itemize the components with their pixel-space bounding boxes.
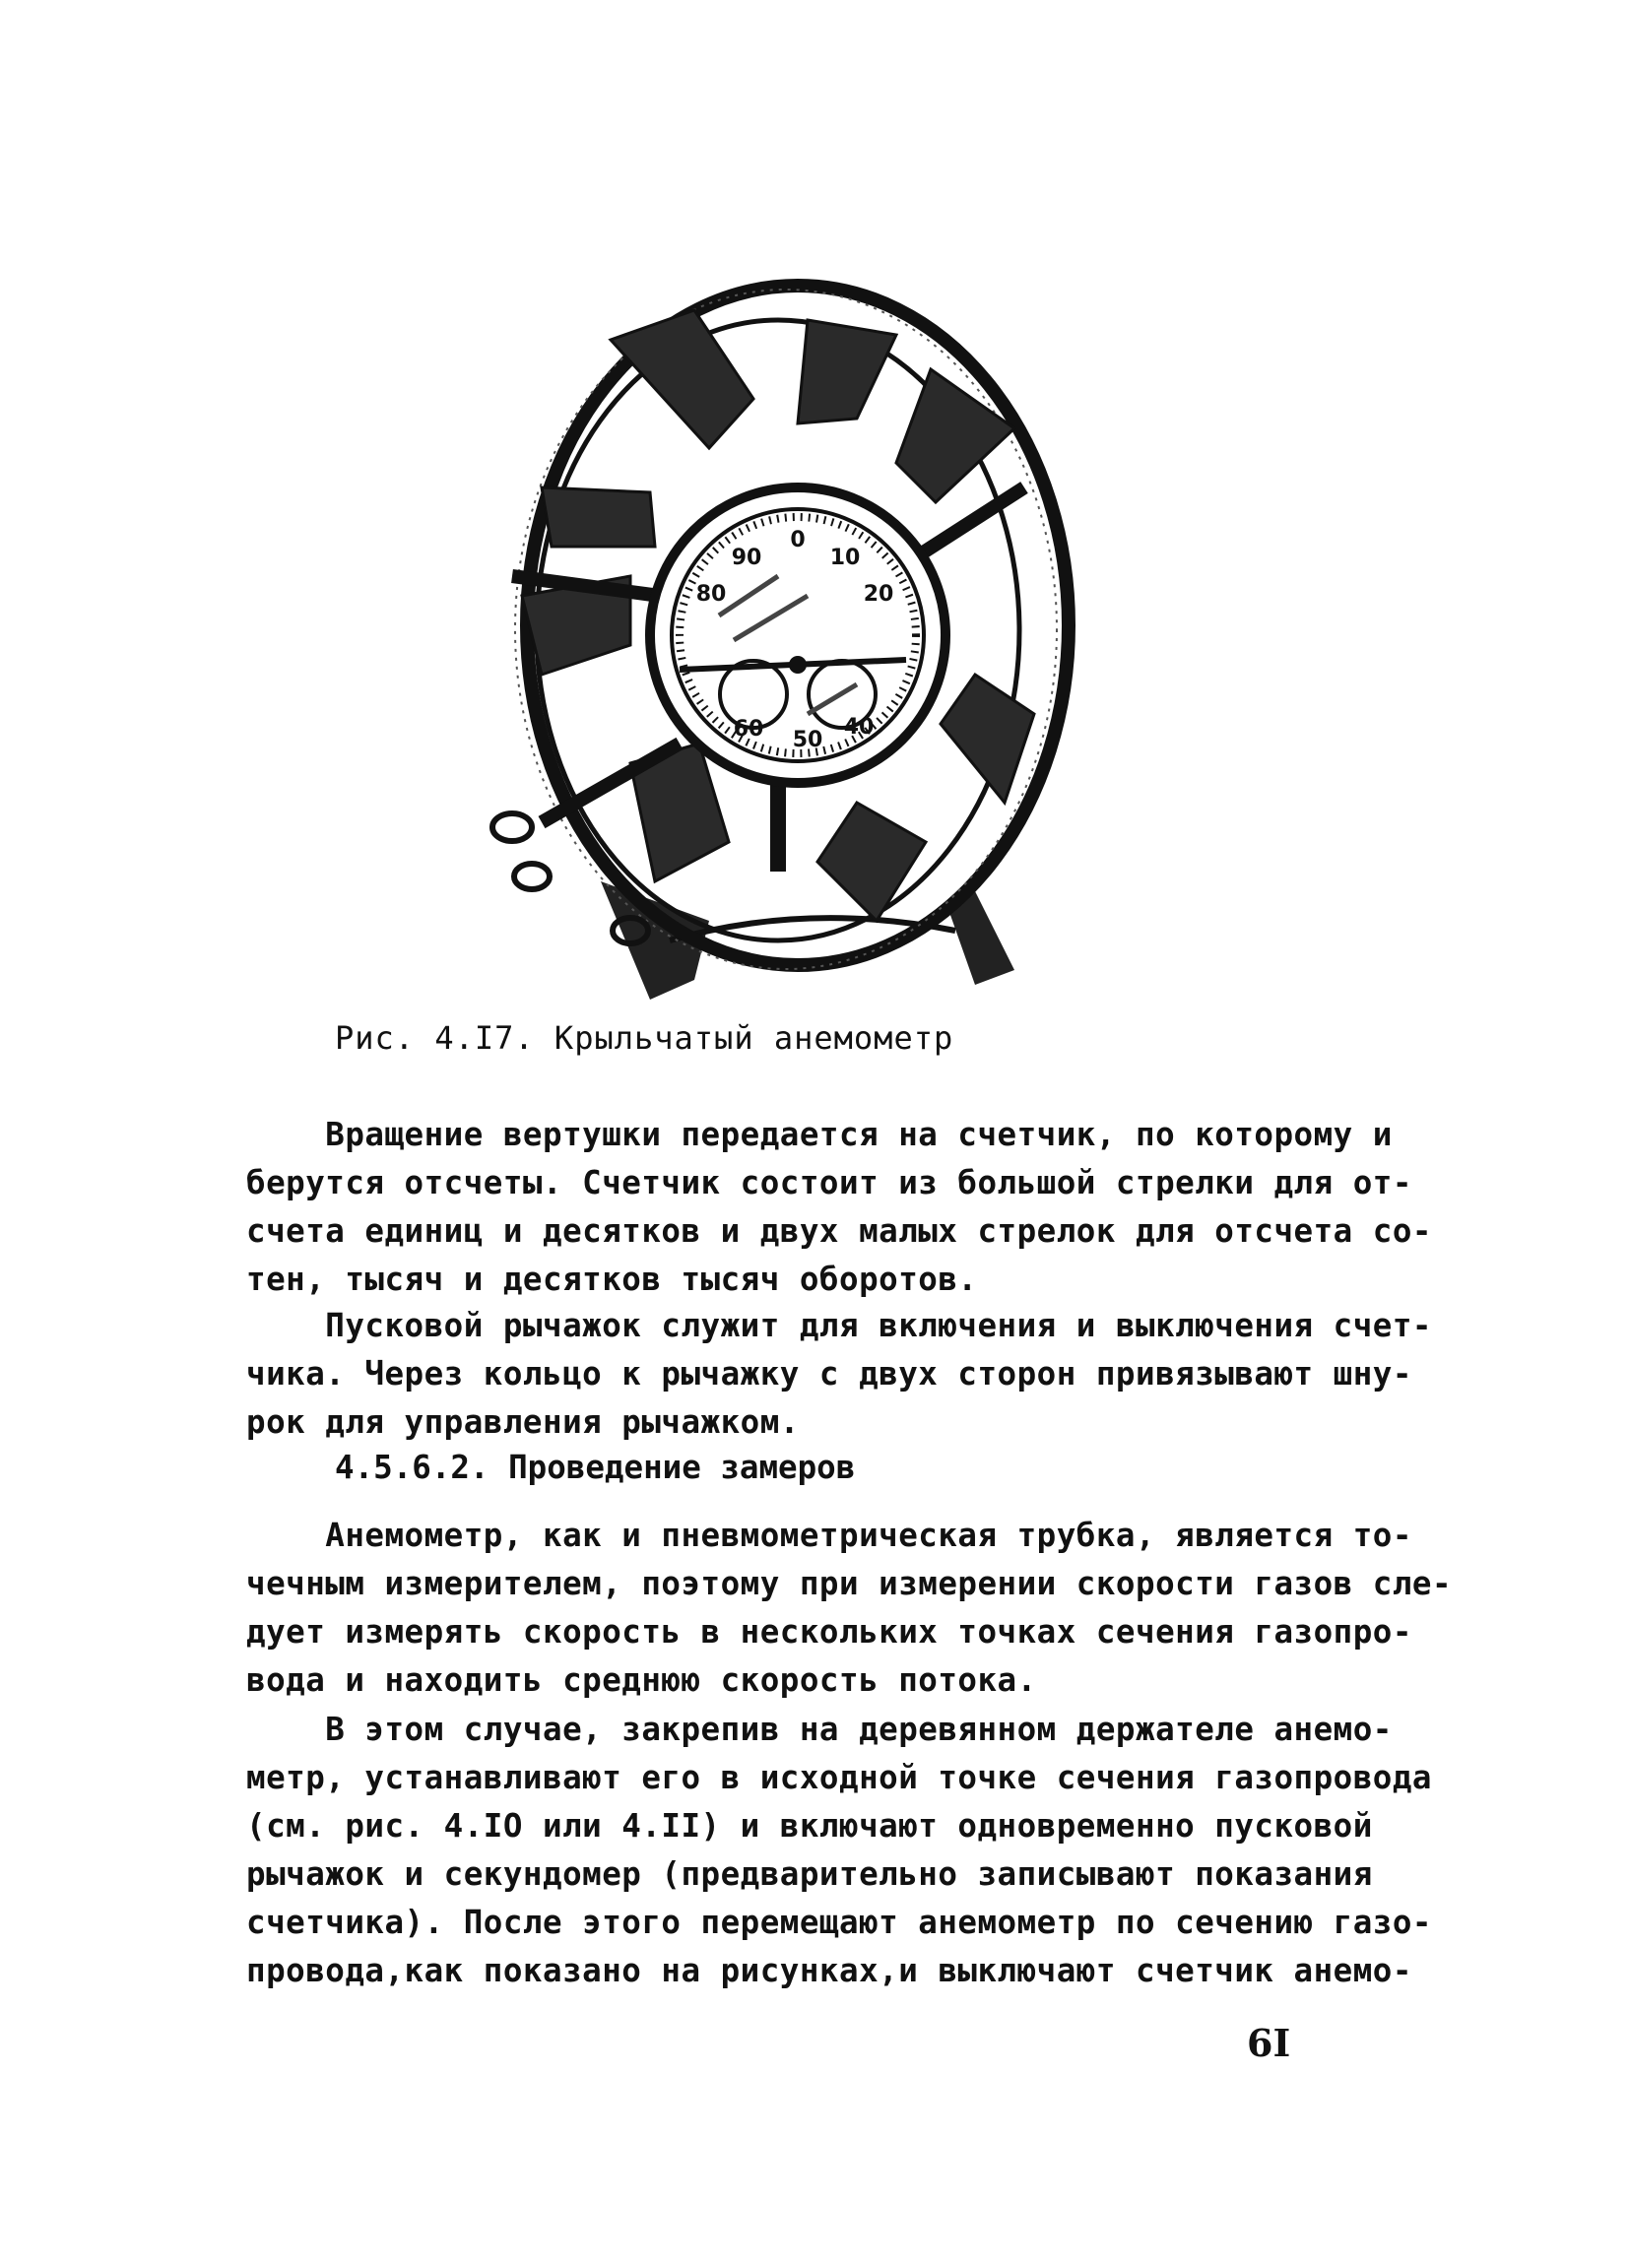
dial-number: 80	[695, 582, 727, 607]
dial-number: 60	[733, 717, 764, 742]
text-line: счета единиц и десятков и двух малых стрелок для отсчета со-	[246, 1212, 1432, 1250]
text-line: дует измерять скорость в нескольких точках сечения газопро-	[246, 1613, 1412, 1651]
text-line: Вращение вертушки передается на счетчик, по которому и	[246, 1116, 1393, 1153]
text-line: берутся отсчеты. Счетчик состоит из большой стрелки для от-	[246, 1164, 1412, 1201]
text-line: рок для управления рычажком.	[246, 1403, 800, 1441]
text-line: тен, тысяч и десятков тысяч оборотов.	[246, 1261, 978, 1298]
dial-number: 50	[792, 728, 823, 752]
dial-number: 20	[863, 582, 894, 607]
vane-anemometer-icon	[483, 251, 1093, 1000]
dial-number: 0	[790, 528, 806, 552]
paragraph-1	[246, 1111, 1432, 1304]
paragraph-3	[246, 1512, 1453, 1705]
dial-number: 90	[731, 546, 762, 570]
text-line: чика. Через кольцо к рычажку с двух сторон привязывают шну-	[246, 1355, 1412, 1393]
text-line: В этом случае, закрепив на деревянном держателе анемо-	[246, 1711, 1393, 1748]
page-number: 6I	[1247, 2021, 1291, 2065]
dial-number: 10	[829, 546, 861, 570]
paragraph-4	[246, 1706, 1432, 1995]
text-line: Пусковой рычажок служит для включения и выключения счет-	[246, 1307, 1432, 1344]
text-line: провода,как показано на рисунках,и выключают счетчик анемо-	[246, 1952, 1412, 1989]
text-line: рычажок и секундомер (предварительно записывают показания	[246, 1855, 1373, 1893]
text-line: Анемометр, как и пневмометрическая трубка, является то-	[246, 1517, 1412, 1554]
paragraph-2	[246, 1302, 1432, 1447]
anemometer-figure	[483, 251, 1093, 1000]
text-line: вода и находить среднюю скорость потока.	[246, 1661, 1037, 1699]
figure-caption: Рис. 4.I7. Крыльчатый анемометр	[335, 1019, 954, 1057]
text-line: счетчика). После этого перемещают анемометр по сечению газо-	[246, 1904, 1432, 1941]
text-line: (см. рис. 4.IO или 4.II) и включают одновременно пусковой	[246, 1807, 1373, 1845]
text-line: чечным измерителем, поэтому при измерении скорости газов сле-	[246, 1565, 1453, 1602]
text-line: метр, устанавливают его в исходной точке сечения газопровода	[246, 1759, 1432, 1796]
dial-number: 40	[843, 715, 875, 740]
section-heading: 4.5.6.2. Проведение замеров	[335, 1449, 856, 1486]
